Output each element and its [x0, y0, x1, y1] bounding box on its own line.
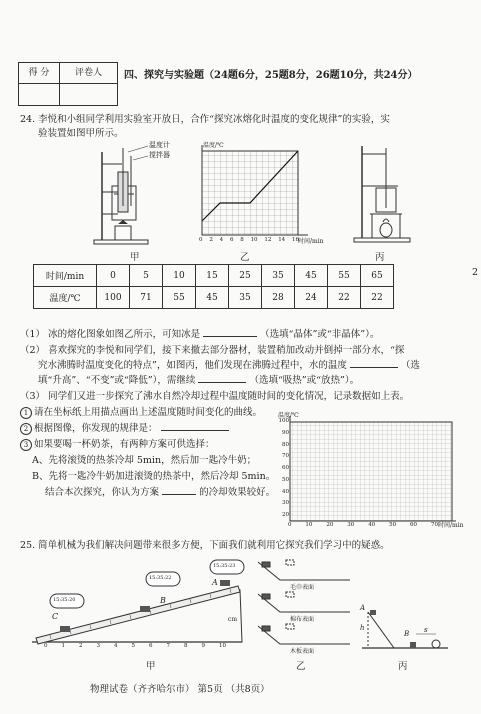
yi-ylabel: 温度/℃ [203, 142, 224, 149]
surface-label-wood: 木板表面 [290, 648, 315, 655]
yi-xtick: 12 [264, 237, 272, 243]
label-b: B [160, 596, 166, 605]
side-mark: 2 [472, 267, 479, 278]
grid-yticks [276, 418, 289, 518]
answer-blank-2[interactable] [350, 367, 398, 368]
figure-yi-graph [190, 143, 318, 247]
surface-label-towel: 毛巾表面 [290, 584, 315, 591]
answer-blank-1[interactable] [203, 336, 257, 337]
yi-xtick: 10 [250, 237, 258, 243]
q24-conclusion-a: 结合本次探究，你认为方案 [45, 487, 160, 498]
q24-s1 [20, 406, 262, 419]
score-field[interactable] [19, 84, 60, 105]
circle-number: 1 [20, 407, 32, 419]
ruler-tick: 2 [79, 643, 83, 649]
ruler-tick: 3 [96, 643, 100, 649]
q24-s2-text: 根据图像，你发现的规律是： [34, 423, 158, 434]
ruler-tick: 4 [114, 643, 118, 649]
yi-xtick: 0 [199, 237, 203, 243]
ruler-tick: 6 [149, 643, 153, 649]
q24-s2 [20, 422, 229, 435]
q25-cap-yi: 乙 [296, 661, 306, 672]
q24-conclusion [45, 486, 275, 499]
grid-xtick: 70 [430, 522, 438, 528]
ruler-tick: 1 [61, 643, 65, 649]
table-cell: 24 [295, 287, 328, 309]
figure-q25-bing-incline [360, 604, 450, 654]
q24-s3-text: 如果要喝一杯奶茶，有两种方案可供选择： [34, 439, 215, 450]
table-cell: 22 [361, 287, 394, 309]
ruler-unit: cm [228, 616, 238, 623]
q25-intro: 25. 简单机械为我们解决问题带来很多方便，下面我们就利用它探究我们学习中的疑惑。 [20, 540, 390, 551]
clock-display-1: 15:35:20 [53, 597, 76, 603]
table-cell: 5 [130, 265, 163, 287]
grid-ytick: 20 [282, 512, 289, 518]
cap-yi: 乙 [240, 252, 250, 263]
q24-p2-line3a: 填“升高”、“不变”或“降低”），需继续 [38, 375, 196, 386]
q24-intro-line1: 24. 李悦和小组同学利用实验室开放日，合作“探究冰熔化时温度的变化规律”的实验，实 [20, 114, 390, 125]
q24-s3 [20, 438, 215, 451]
yi-xtick: 8 [240, 237, 244, 243]
q24-p2-line1: （2） 喜欢探究的李悦和同学们，接下来撤去部分器材，装置稍加改动并倒掉一部分水，“探 [20, 345, 405, 356]
ruler-tick: 5 [131, 643, 135, 649]
table-cell: 10 [163, 265, 196, 287]
q24-p2-line3b: （选填“吸热”或“放热”）。 [249, 375, 360, 386]
table-cell: 35 [229, 287, 262, 309]
table-cell: 100 [97, 287, 130, 309]
yi-xtick: 2 [209, 237, 213, 243]
yi-xtick: 6 [229, 237, 234, 243]
cooling-data-table [33, 264, 394, 309]
table-cell: 45 [295, 265, 328, 287]
yi-xticks [199, 237, 299, 243]
blank-graph-paper[interactable] [270, 412, 460, 532]
grid-ytick: 30 [282, 500, 289, 507]
yi-xtick: 4 [219, 237, 224, 243]
q24-p1-text: （1） 冰的熔化图象如图乙所示，可知冰是 [20, 329, 201, 340]
grid-xtick: 40 [368, 522, 376, 528]
thermometer-label: 温度计 [149, 141, 170, 149]
grid-ylabel: 温度/℃ [278, 412, 299, 419]
grid-ytick: 50 [282, 476, 289, 483]
q25-cap-bing: 丙 [398, 661, 408, 672]
q24-intro-line2: 验装置如图甲所示。 [38, 128, 124, 139]
grid-ytick: 60 [282, 465, 289, 471]
q24-p2-line2 [38, 359, 420, 372]
answer-blank-3[interactable] [198, 382, 246, 383]
grid-ytick: 80 [282, 441, 289, 448]
table-cell: 65 [361, 265, 394, 287]
yi-xtick: 14 [278, 237, 286, 243]
row-header: 时间/min [34, 265, 97, 287]
q24-opt-a: A、先将滚烫的热茶冷却 5min，然后加一匙冷牛奶； [32, 455, 257, 466]
grid-ytick: 70 [282, 453, 289, 460]
label-c: C [52, 612, 59, 621]
q24-s1-text: 请在坐标纸上用描点画出上述温度随时间变化的曲线。 [34, 407, 263, 418]
figure-q25-yi-surfaces [256, 556, 352, 654]
ruler-ticks [44, 643, 226, 649]
grid-xtick: 10 [305, 522, 313, 528]
answer-blank-5[interactable] [162, 494, 196, 495]
table-cell: 55 [163, 287, 196, 309]
circle-number: 3 [20, 439, 32, 451]
q24-p1 [20, 328, 379, 341]
table-cell: 45 [196, 287, 229, 309]
q25-cap-jia: 甲 [146, 661, 156, 672]
score-box [18, 62, 118, 106]
row-header: 温度/℃ [34, 287, 97, 309]
q24-p3: （3） 同学们又进一步探究了沸水自然冷却过程中温度随时间的变化情况，记录数据如上表。 [20, 391, 410, 402]
clock-display-2: 15:35:22 [149, 575, 172, 581]
surface-label-cotton: 棉布表面 [290, 616, 315, 623]
ruler-tick: 7 [166, 643, 170, 649]
bing-label-s: s [424, 626, 428, 634]
table-row [34, 287, 394, 309]
ruler-tick: 10 [219, 643, 226, 649]
clock-display-3: 15:35:23 [213, 563, 236, 569]
grid-ytick: 40 [282, 488, 289, 495]
grid-xlabel: 时间/min [438, 522, 464, 529]
table-cell: 55 [328, 265, 361, 287]
bing-label-h: h [360, 624, 365, 632]
table-cell: 0 [97, 265, 130, 287]
label-a: A [212, 578, 218, 587]
q24-p1-tail: （选填“晶体”或“非晶体”）。 [260, 329, 380, 340]
cap-jia: 甲 [130, 252, 140, 263]
cap-bing: 丙 [375, 252, 385, 263]
table-cell: 15 [196, 265, 229, 287]
bing-label-a: A [360, 604, 366, 612]
table-row [34, 265, 394, 287]
page-footer: 物理试卷（齐齐哈尔市） 第5页 （共8页） [90, 684, 270, 695]
q24-opt-b: B、先将一匙冷牛奶加进滚烫的热茶中，然后冷却 5min。 [32, 471, 276, 482]
grid-ytick: 90 [282, 429, 289, 436]
grid-xtick: 0 [288, 522, 292, 528]
answer-blank-4[interactable] [161, 430, 229, 431]
grid-xtick: 20 [326, 522, 334, 528]
figure-q25-jia-incline [30, 558, 248, 650]
table-cell: 22 [328, 287, 361, 309]
yi-xtick: 16 [292, 237, 299, 243]
q24-p2-line2a: 究水沸腾时温度变化的特点”，如图丙，他们发现在沸腾过程中，水的温度 [38, 360, 347, 371]
grid-ytick: 100 [278, 418, 289, 424]
q24-p2-line2b: （选 [400, 360, 420, 371]
yi-xlabel: 时间/min [298, 238, 324, 245]
figure-bing-apparatus [350, 142, 420, 246]
q24-conclusion-b: 的冷却效果较好。 [199, 487, 276, 498]
score-label: 得 分 [19, 63, 60, 84]
grid-xtick: 60 [410, 522, 418, 528]
table-cell: 25 [229, 265, 262, 287]
ruler-tick: 8 [184, 643, 188, 649]
grid-xtick: 50 [389, 522, 397, 528]
grid-xticks [288, 522, 438, 528]
grader-field[interactable] [60, 84, 117, 105]
ruler-tick: 9 [201, 643, 205, 649]
bing-label-b: B [404, 630, 410, 638]
grader-label: 评卷人 [60, 63, 117, 84]
stirrer-label: 搅拌器 [149, 151, 170, 159]
ruler-tick: 0 [44, 643, 48, 649]
table-cell: 28 [262, 287, 295, 309]
grid-xtick: 30 [347, 522, 355, 528]
table-cell: 35 [262, 265, 295, 287]
q24-p2-line3 [38, 374, 359, 387]
circle-number: 2 [20, 423, 32, 435]
table-cell: 71 [130, 287, 163, 309]
section-title: 四、探究与实验题（24题6分，25题8分，26题10分，共24分） [124, 70, 418, 81]
